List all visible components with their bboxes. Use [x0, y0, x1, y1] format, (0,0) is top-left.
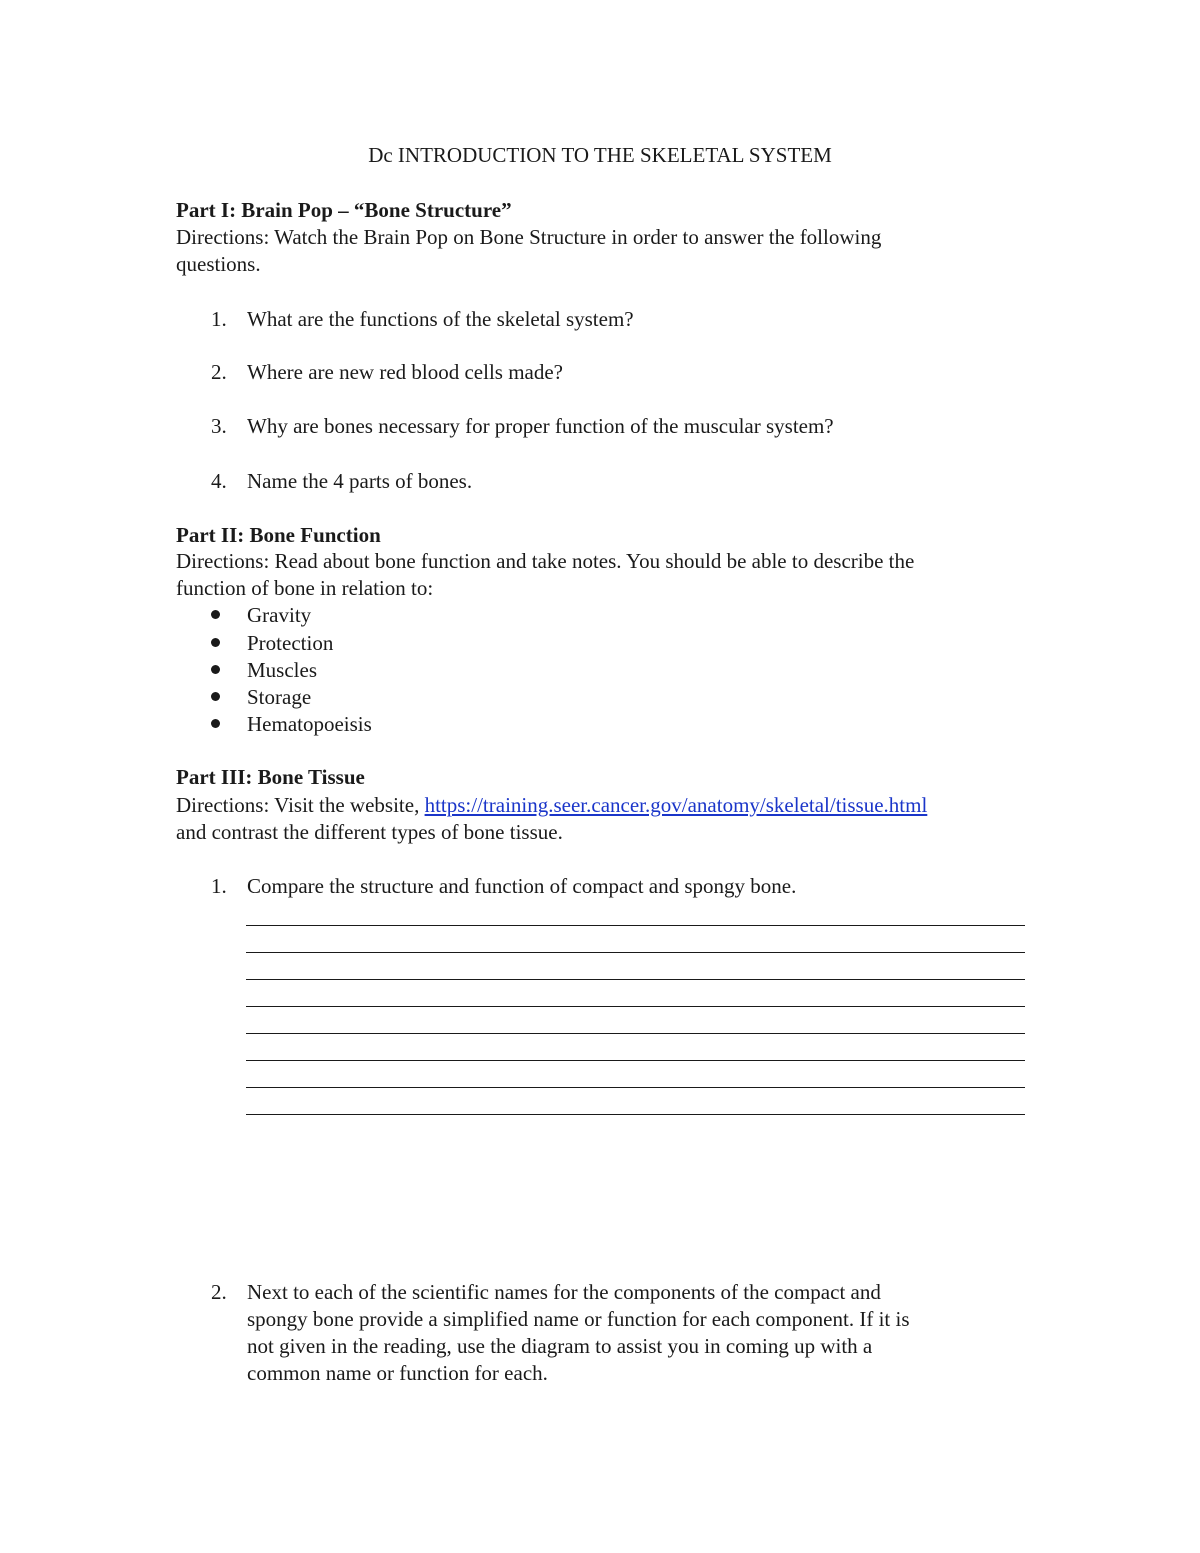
part2-directions-line1: Directions: Read about bone function and take notes. You should be able to describe the [176, 549, 915, 573]
question-text: Where are new red blood cells made? [247, 360, 564, 384]
question-number: 4. [211, 469, 227, 493]
bullet-item: Muscles [247, 658, 317, 682]
part1-heading: Part I: Brain Pop – “Bone Structure” [176, 198, 512, 222]
bullet-item: Gravity [247, 603, 312, 627]
question-text: What are the functions of the skeletal system? [247, 307, 634, 331]
page-title: Dc INTRODUCTION TO THE SKELETAL SYSTEM [368, 143, 832, 167]
question-text-line: common name or function for each. [247, 1361, 548, 1385]
question-text: Why are bones necessary for proper function of the muscular system? [247, 414, 834, 438]
answer-line[interactable] [246, 925, 1025, 926]
part1-directions-line2: questions. [176, 252, 261, 276]
part1-directions-line1: Directions: Watch the Brain Pop on Bone Structure in order to answer the following [176, 225, 882, 249]
bullet-icon [211, 638, 220, 647]
question-number: 2. [211, 360, 227, 384]
tissue-website-link[interactable]: https://training.seer.cancer.gov/anatomy/skeletal/tissue.html [424, 793, 928, 817]
part3-heading: Part III: Bone Tissue [176, 765, 365, 789]
bullet-icon [211, 692, 220, 701]
answer-line[interactable] [246, 952, 1025, 953]
answer-line[interactable] [246, 979, 1025, 980]
part3-directions-prefix: Directions: Visit the website, [176, 793, 425, 817]
answer-line[interactable] [246, 1033, 1025, 1034]
bullet-item: Storage [247, 685, 312, 709]
bullet-icon [211, 719, 220, 728]
question-text-line: Next to each of the scientific names for the components of the compact and [247, 1280, 881, 1304]
part2-heading: Part II: Bone Function [176, 523, 381, 547]
part2-directions-line2: function of bone in relation to: [176, 576, 434, 600]
bullet-item: Protection [247, 631, 334, 655]
question-text-line: not given in the reading, use the diagram to assist you in coming up with a [247, 1334, 873, 1358]
question-number: 1. [211, 874, 227, 898]
question-text: Compare the structure and function of compact and spongy bone. [247, 874, 797, 898]
bullet-icon [211, 610, 220, 619]
answer-line[interactable] [246, 1114, 1025, 1115]
answer-line[interactable] [246, 1087, 1025, 1088]
answer-line[interactable] [246, 1006, 1025, 1007]
bullet-item: Hematopoeisis [247, 712, 372, 736]
question-number: 1. [211, 307, 227, 331]
question-text: Name the 4 parts of bones. [247, 469, 473, 493]
part3-directions-line2: and contrast the different types of bone tissue. [176, 820, 563, 844]
question-text-line: spongy bone provide a simplified name or function for each component. If it is [247, 1307, 910, 1331]
bullet-icon [211, 665, 220, 674]
question-number: 2. [211, 1280, 227, 1304]
part3-directions-line1 [176, 792, 927, 819]
question-number: 3. [211, 414, 227, 438]
answer-line[interactable] [246, 1060, 1025, 1061]
